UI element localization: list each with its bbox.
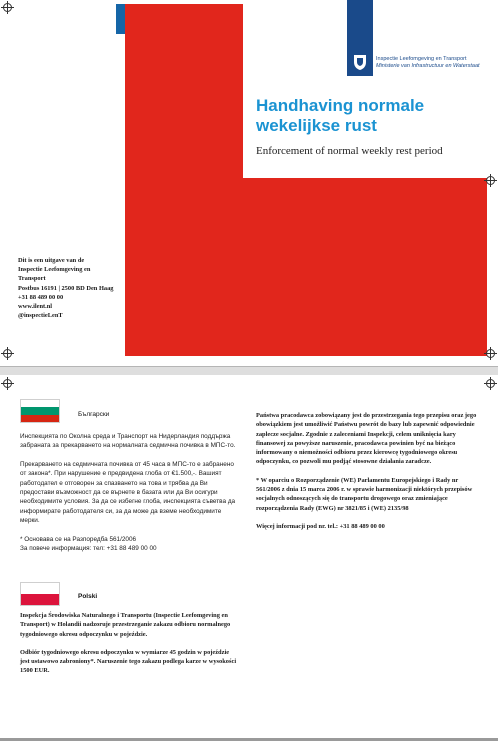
- polish-text-left: [20, 611, 238, 685]
- cover-title: [256, 96, 424, 136]
- cover-page: [0, 0, 498, 367]
- bulgarian-more-info: За повече информация: тел: +31 88 489 00 00: [20, 545, 157, 553]
- bulgarian-heading: Български: [78, 411, 110, 418]
- polish-footnote: * W oparciu o Rozporządzenie (WE) Parlamentu Europejskiego i Rady nr 561/2006 z dnia 15 marca 2006 r. w sprawie harmonizacji niektórych przepisów socjalnych odnoszących się do transportu drogowego oraz zmieniające rozporządzenia Rady (EWG) nr 3821/85 i (WE) 2135/98: [256, 476, 473, 512]
- logo-text: [376, 56, 480, 70]
- coat-of-arms-icon: [350, 52, 370, 72]
- ministry-name: Ministerie van Infrastructuur en Waterstaat: [376, 63, 480, 69]
- registration-mark-icon: [3, 349, 12, 358]
- polish-more-info: Więcej informacji pod nr. tel.: +31 88 489 00 00: [256, 522, 385, 530]
- registration-mark-icon: [486, 349, 495, 358]
- org-name: Inspectie Leefomgeving en Transport: [376, 56, 467, 62]
- phone-number: +31 88 489 00 00: [18, 293, 64, 301]
- registration-mark-icon: [486, 379, 495, 388]
- red-cover-band: [125, 178, 487, 356]
- polish-paragraph-3: Państwa pracodawca zobowiązany jest do przestrzegania tego przepisu oraz jego obowiązkiem jest umożliwić Państwu powrót do bazy lub zapewnić odpowiednie zaplecze socjalne. Zgodnie z zaleceniami Inspekcji, celem uniknięcia kary finansowej za powyższe naruszenie, pracodawca powinien być na bieżąco informowany o niemożności odbioru przez kierowcę tygodniowego okresu odpoczynku, co pozwoli mu podjąć stosowne działania zaradcze.: [256, 412, 477, 466]
- bulgarian-paragraph-1: Инспекцията по Околна среда и Транспорт на Нидерландия поддържа забраната за прекарването на нормалната седмична почивка в МПС-то.: [20, 433, 236, 450]
- bulgarian-paragraph-2: Прекарването на седмичната почивка от 45 часа в МПС-то е забранено от закона*. При нарушение е предвидена глоба от €1.500,-. Вашият работодател е отговорен за спазването на това и трябва да Ви предостави възможност да се върнете в базата или да Ви осигури необходимите условия. За да се избегне глоба, инспекцията съветва да информирате работодателя си, за да може да вземе необходимите мерки.: [20, 460, 236, 525]
- address-line: Transport: [18, 275, 46, 283]
- bulgarian-flag-icon: [20, 399, 60, 423]
- website-link[interactable]: www.ilent.nl: [18, 303, 53, 311]
- red-accent-block: [125, 4, 243, 200]
- polish-text-right: [256, 411, 480, 531]
- title-line-2: wekelijkse rust: [256, 116, 377, 135]
- address-line: Postbus 16191 | 2500 BD Den Haag: [18, 284, 114, 292]
- polish-paragraph-2: Odbiór tygodniowego okresu odpoczynku w wymiarze 45 godzin w pojeździe jest ustawowo zabroniony*. Naruszenie tego zakazu podlega karze w wysokości 1500 EUR.: [20, 648, 237, 675]
- bulgarian-text: [20, 432, 238, 553]
- twitter-handle[interactable]: @inspectieLenT: [18, 312, 63, 320]
- bulgarian-footnote: * Основава се на Разпоредба 561/2006: [20, 535, 137, 543]
- title-line-1: Handhaving normale: [256, 96, 425, 115]
- polish-paragraph-1: Inspekcja Środowiska Naturalnego i Transportu (Inspectie Leefomgeving en Transport) w Holandii nadzoruje przestrzeganie zakazu odbioru normalnego tygodniowego okresu odpoczynku w pojeździe.: [20, 612, 231, 638]
- cover-subtitle: Enforcement of normal weekly rest period: [256, 145, 443, 157]
- address-line: Inspectie Leefomgeving en: [18, 266, 91, 274]
- polish-flag-icon: [20, 582, 60, 606]
- registration-mark-icon: [486, 176, 495, 185]
- address-line: Dit is een uitgave van de: [18, 257, 85, 264]
- inner-page: [0, 375, 498, 741]
- registration-mark-icon: [3, 379, 12, 388]
- registration-mark-icon: [3, 3, 12, 12]
- polish-heading: Polski: [78, 593, 98, 600]
- publisher-address: [18, 256, 114, 320]
